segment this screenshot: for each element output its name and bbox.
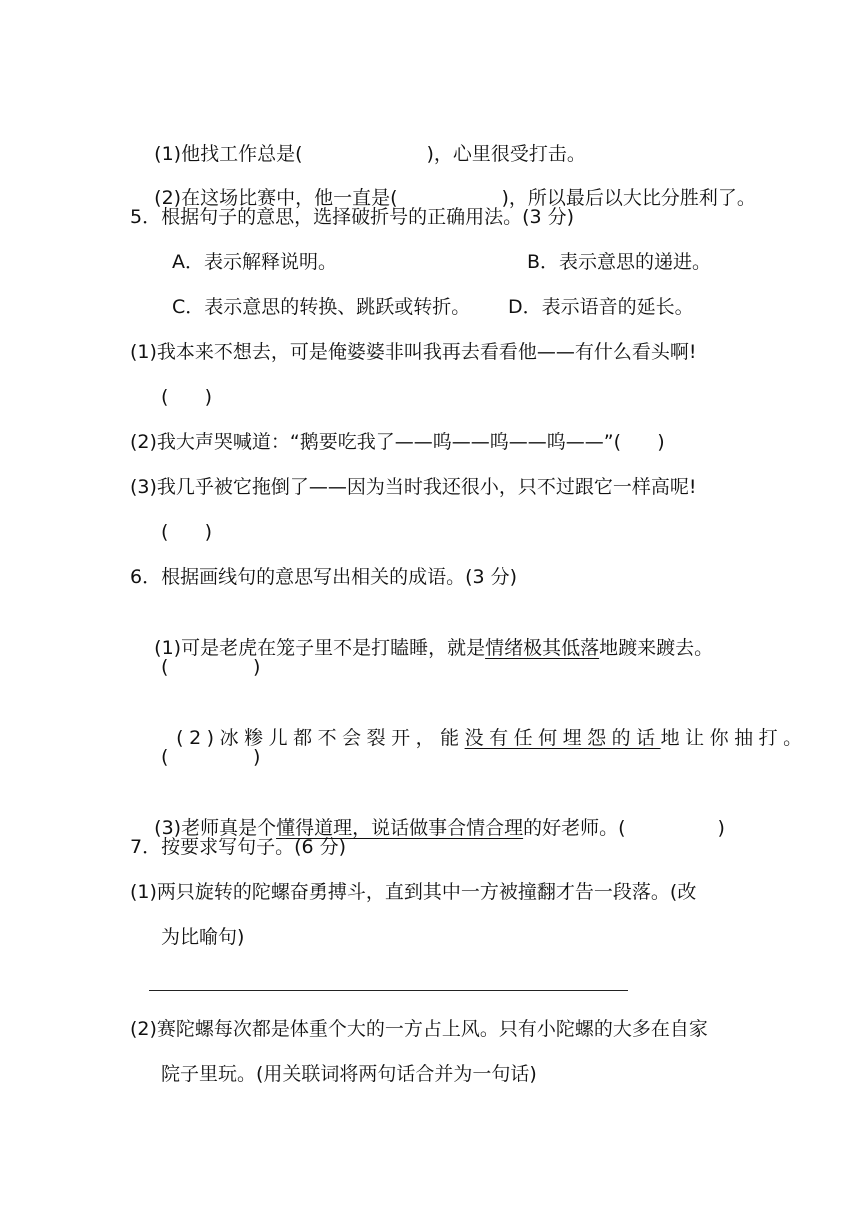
q4-item-1-text: (1)他找工作总是( — [154, 143, 303, 165]
q5-item-1-answer: ( ) — [161, 386, 213, 408]
q6-item-3-underlined: 懂得道理，说话做事合情合理 — [276, 817, 524, 839]
q6-item-3-close: ) — [717, 817, 725, 839]
q6-item-1-text-after: 地踱来踱去。 — [599, 637, 714, 659]
q7-item-2-line-2: 院子里玩。(用关联词将两句话合并为一句话) — [161, 1063, 537, 1085]
q5-item-1: (1)我本来不想去，可是俺婆婆非叫我再去看看他——有什么看头啊! — [130, 341, 697, 363]
q5-item-3: (3)我几乎被它拖倒了——因为当时我还很小，只不过跟它一样高呢! — [130, 476, 697, 498]
q6-item-2-text: (2)冰糁儿都不会裂开，能 — [176, 727, 465, 749]
q4-item-2-text: (2)在这场比赛中，他一直是( — [154, 187, 398, 209]
q6-item-2-underlined: 没有任何埋怨的话 — [464, 727, 661, 749]
q4-item-2-text-after: )，所以最后以大比分胜利了。 — [501, 187, 756, 209]
q6-item-1-answer: ( ) — [161, 656, 261, 678]
q7-title: 7．按要求写句子。(6 分) — [130, 836, 347, 858]
q6-item-3-text-after: 的好老师。( — [523, 817, 626, 839]
q5-option-b: B．表示意思的递进。 — [527, 251, 712, 273]
q6-item-1-underlined: 情绪极其低落 — [485, 637, 600, 659]
q7-item-2-line-1: (2)赛陀螺每次都是体重个大的一方占上风。只有小陀螺的大多在自家 — [130, 1018, 708, 1040]
q5-title: 5．根据句子的意思，选择破折号的正确用法。(3 分) — [130, 206, 575, 228]
q6-item-2-text-after: 地让你抽打。 — [660, 727, 808, 749]
q7-item-1-answer-line[interactable] — [149, 990, 628, 991]
q5-item-2: (2)我大声哭喊道：“鹅要吃我了——呜——呜——呜——”( ) — [130, 431, 665, 453]
q6-item-2-answer: ( ) — [161, 746, 261, 768]
q5-option-a: A．表示解释说明。 — [172, 251, 337, 273]
q5-option-c: C．表示意思的转换、跳跃或转折。 — [172, 296, 471, 318]
q7-item-1-line-2: 为比喻句) — [161, 926, 245, 948]
q5-option-d: D．表示语音的延长。 — [508, 296, 694, 318]
q7-item-1-line-1: (1)两只旋转的陀螺奋勇搏斗，直到其中一方被撞翻才告一段落。(改 — [130, 881, 697, 903]
q4-item-1-text-after: )，心里很受打击。 — [426, 143, 586, 165]
q6-item-3-text: (3)老师真是个 — [154, 817, 277, 839]
q6-title: 6．根据画线句的意思写出相关的成语。(3 分) — [130, 566, 518, 588]
q5-item-3-answer: ( ) — [161, 521, 213, 543]
q6-item-1-text: (1)可是老虎在笼子里不是打瞌睡，就是 — [154, 637, 486, 659]
